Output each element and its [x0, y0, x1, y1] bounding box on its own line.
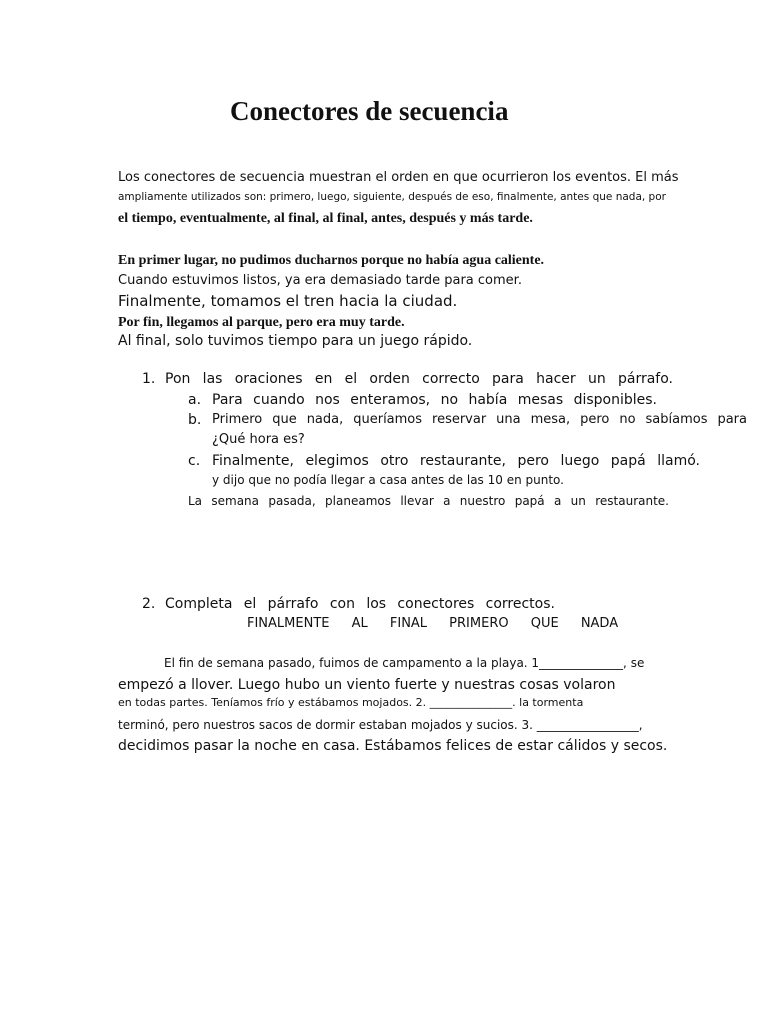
exercise-2-number: 2.	[142, 596, 156, 612]
exercise-2-line-2: empezó a llover. Luego hubo un viento fuerte y nuestras cosas volaron	[118, 677, 616, 693]
exercise-2-line-4: terminó, pero nuestros sacos de dormir estaban mojados y sucios. 3. _________________,	[118, 718, 643, 732]
example-line-5: Al final, solo tuvimos tiempo para un juego rápido.	[118, 333, 473, 349]
exercise-1-item-b-letter: b.	[188, 412, 202, 428]
intro-line-2: ampliamente utilizados son: primero, luego, siguiente, después de eso, finalmente, antes que nada, por	[118, 191, 666, 203]
exercise-1-item-c-letter: c.	[188, 453, 201, 469]
exercise-1-item-a: Para cuando nos enteramos, no había mesas disponibles.	[212, 392, 657, 408]
exercise-2-line-1: El fin de semana pasado, fuimos de campamento a la playa. 1______________, se	[164, 656, 645, 670]
exercise-1-extra-sentence: La semana pasada, planeamos llevar a nuestro papá a un restaurante.	[188, 494, 669, 508]
exercise-2-options: FINALMENTE AL FINAL PRIMERO QUE NADA	[247, 616, 619, 631]
example-line-4: Por fin, llegamos al parque, pero era muy tarde.	[118, 315, 405, 330]
exercise-1-item-b-continued: ¿Qué hora es?	[212, 432, 305, 447]
intro-line-3: el tiempo, eventualmente, al final, al final, antes, después y más tarde.	[118, 211, 533, 226]
exercise-2-line-5: decidimos pasar la noche en casa. Estábamos felices de estar cálidos y secos.	[118, 738, 668, 754]
example-line-1: En primer lugar, no pudimos ducharnos porque no había agua caliente.	[118, 253, 545, 268]
exercise-1-number: 1.	[142, 371, 156, 387]
exercise-1-item-b: Primero que nada, queríamos reservar una mesa, pero no sabíamos para	[212, 412, 747, 427]
example-line-3: Finalmente, tomamos el tren hacia la ciudad.	[118, 292, 458, 310]
intro-line-1: Los conectores de secuencia muestran el orden en que ocurrieron los eventos. El más	[118, 170, 679, 185]
page-title: Conectores de secuencia	[230, 96, 509, 126]
exercise-2-prompt: Completa el párrafo con los conectores correctos.	[165, 596, 555, 612]
exercise-1-item-c: Finalmente, elegimos otro restaurante, pero luego papá llamó.	[212, 453, 700, 469]
exercise-2-line-3: en todas partes. Teníamos frío y estábamos mojados. 2. _______________. la tormenta	[118, 696, 584, 709]
exercise-1-item-c-continued: y dijo que no podía llegar a casa antes de las 10 en punto.	[212, 473, 564, 487]
exercise-1-prompt: Pon las oraciones en el orden correcto para hacer un párrafo.	[165, 371, 673, 387]
example-line-2: Cuando estuvimos listos, ya era demasiado tarde para comer.	[118, 273, 522, 288]
exercise-1-item-a-letter: a.	[188, 392, 202, 408]
